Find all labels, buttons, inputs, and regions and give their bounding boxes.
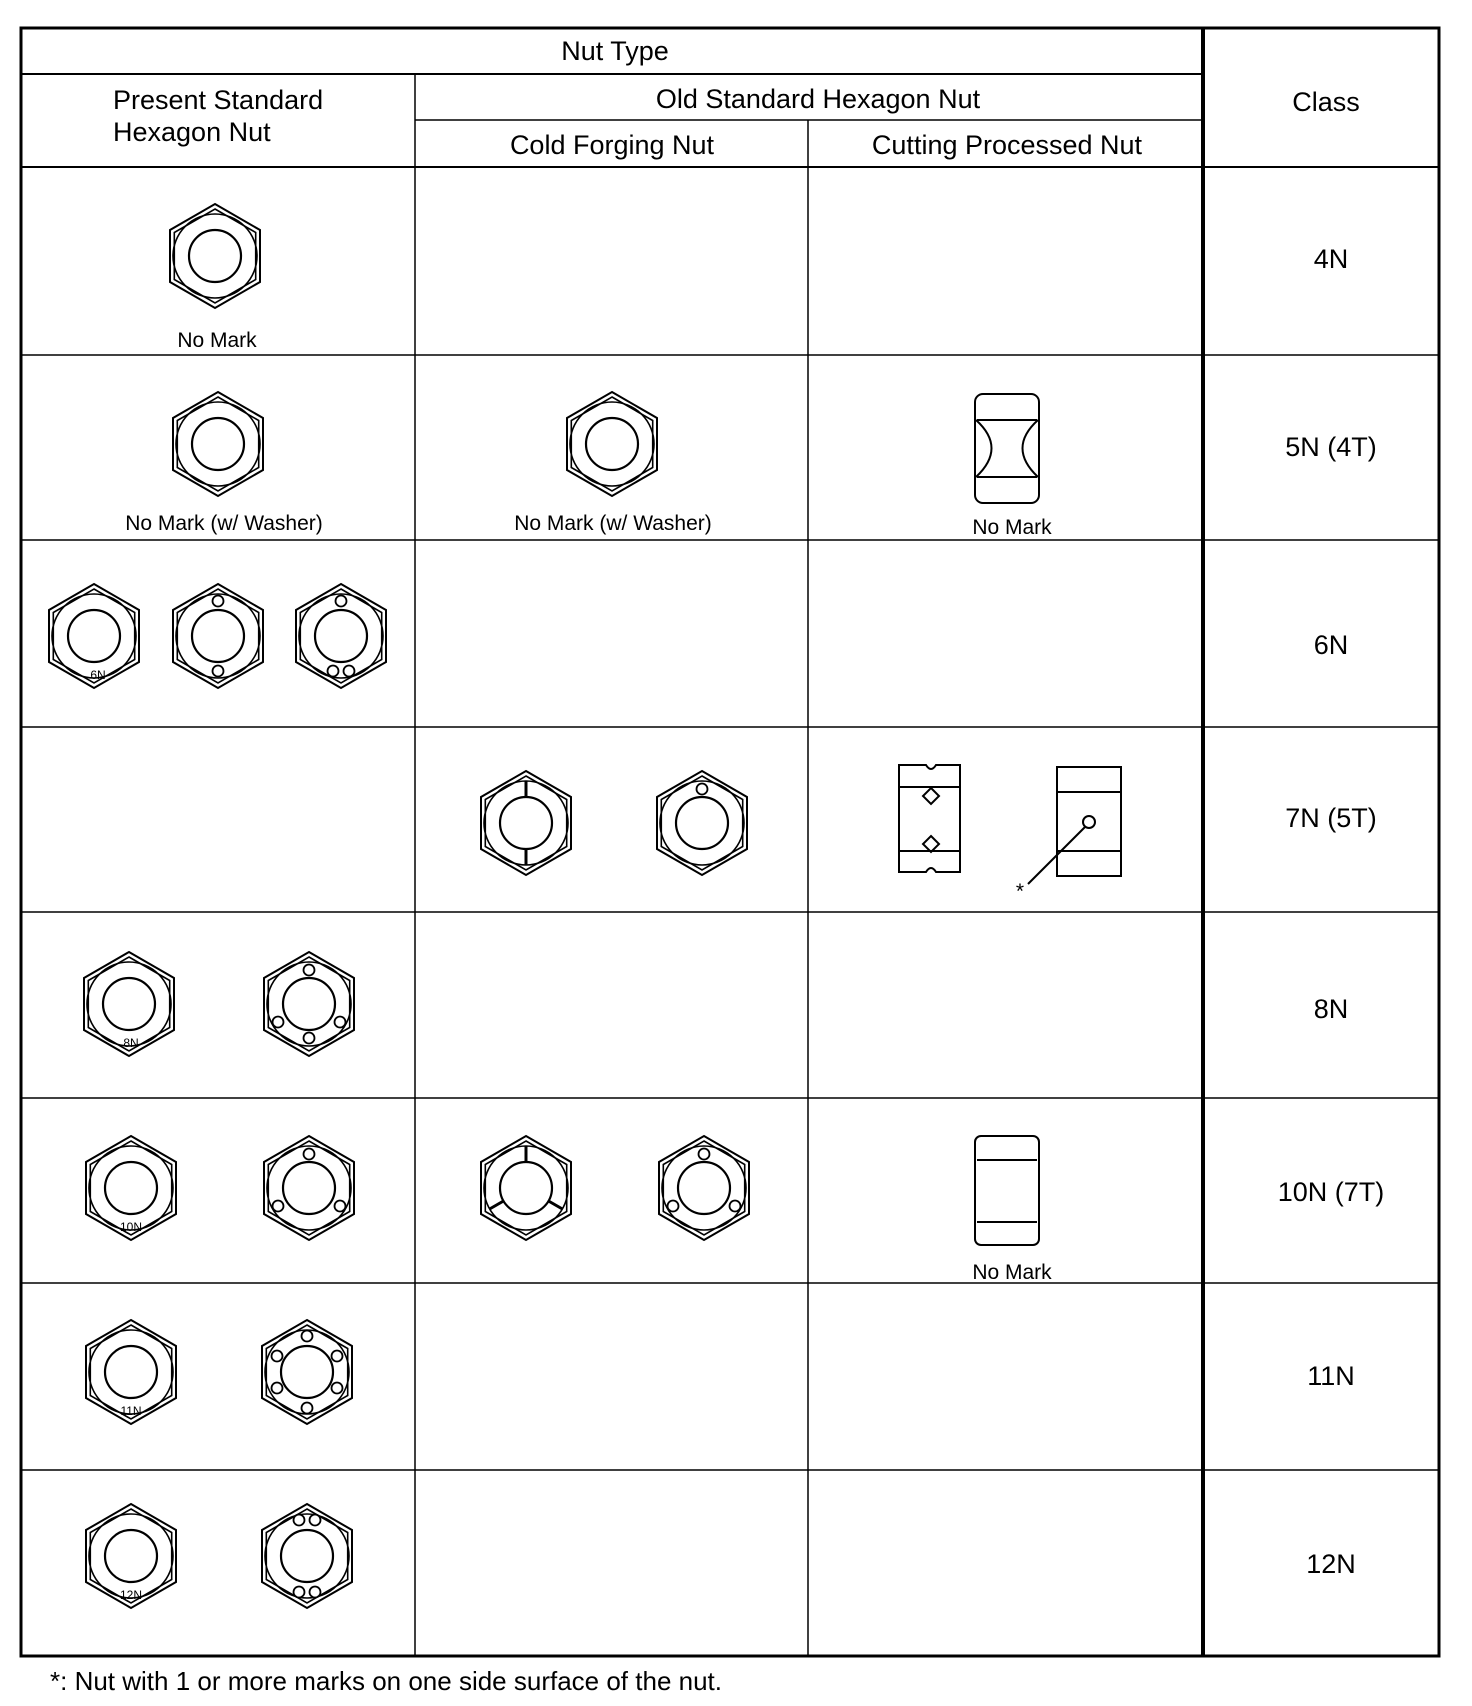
- nut-side-notch-icon: [899, 765, 960, 872]
- caption-no-mark-washer: No Mark (w/ Washer): [125, 512, 323, 535]
- hex-nut-icon: [170, 204, 260, 308]
- class-label: 6N: [1313, 630, 1349, 660]
- hex-nut-three-slots-icon: [481, 1136, 571, 1240]
- nut-side-view-icon: [975, 394, 1039, 503]
- caption-no-mark: No Mark: [972, 516, 1052, 539]
- side-mark-asterisk: *: [1015, 880, 1025, 903]
- nut-mark-10n: 10N: [119, 1220, 143, 1234]
- nut-side-mark-icon: [1028, 767, 1121, 884]
- hex-nut-three-dots-icon: [659, 1136, 749, 1240]
- header-cold-forging: Cold Forging Nut: [509, 130, 715, 160]
- class-label: 7N (5T): [1285, 803, 1377, 833]
- header-cutting-processed: Cutting Processed Nut: [871, 130, 1143, 160]
- class-label: 4N: [1313, 244, 1349, 274]
- header-present-standard-line2: Hexagon Nut: [113, 117, 271, 147]
- hex-nut-washer-icon: [173, 392, 263, 496]
- nut-mark-6n: 6N: [90, 668, 106, 682]
- footnote: *: Nut with 1 or more marks on one side surface of the nut.: [50, 1666, 722, 1696]
- class-label: 5N (4T): [1285, 432, 1377, 462]
- hex-nut-four-dots-icon: [262, 1504, 352, 1608]
- hex-nut-four-dots-icon: [264, 952, 354, 1056]
- hex-nut-dot-icon: [657, 771, 747, 875]
- hex-nut-six-dots-icon: [262, 1320, 352, 1424]
- nut-mark-12n: 12N: [119, 1588, 143, 1602]
- class-label: 11N: [1307, 1361, 1355, 1391]
- hex-nut-three-dots-icon: [264, 1136, 354, 1240]
- nut-mark-11n: 11N: [120, 1404, 142, 1418]
- nut-mark-8n: 8N: [123, 1036, 139, 1050]
- hex-nut-slot-marks-icon: [481, 771, 571, 875]
- caption-no-mark-washer: No Mark (w/ Washer): [514, 512, 712, 535]
- caption-no-mark: No Mark: [972, 1261, 1052, 1284]
- header-nut-type: Nut Type: [561, 36, 669, 66]
- hex-nut-three-dots-icon: [296, 584, 386, 688]
- class-label: 10N (7T): [1277, 1177, 1385, 1207]
- class-label: 8N: [1313, 994, 1349, 1024]
- header-present-standard-line1: Present Standard: [113, 85, 324, 115]
- table-grid: [21, 28, 1439, 1656]
- hex-nut-two-dots-icon: [173, 584, 263, 688]
- class-label: 12N: [1306, 1549, 1356, 1579]
- header-old-standard: Old Standard Hexagon Nut: [655, 84, 981, 114]
- header-class: Class: [1292, 87, 1360, 117]
- caption-no-mark: No Mark: [177, 329, 257, 352]
- hex-nut-washer-icon: [567, 392, 657, 496]
- nut-side-view-icon: [975, 1136, 1039, 1245]
